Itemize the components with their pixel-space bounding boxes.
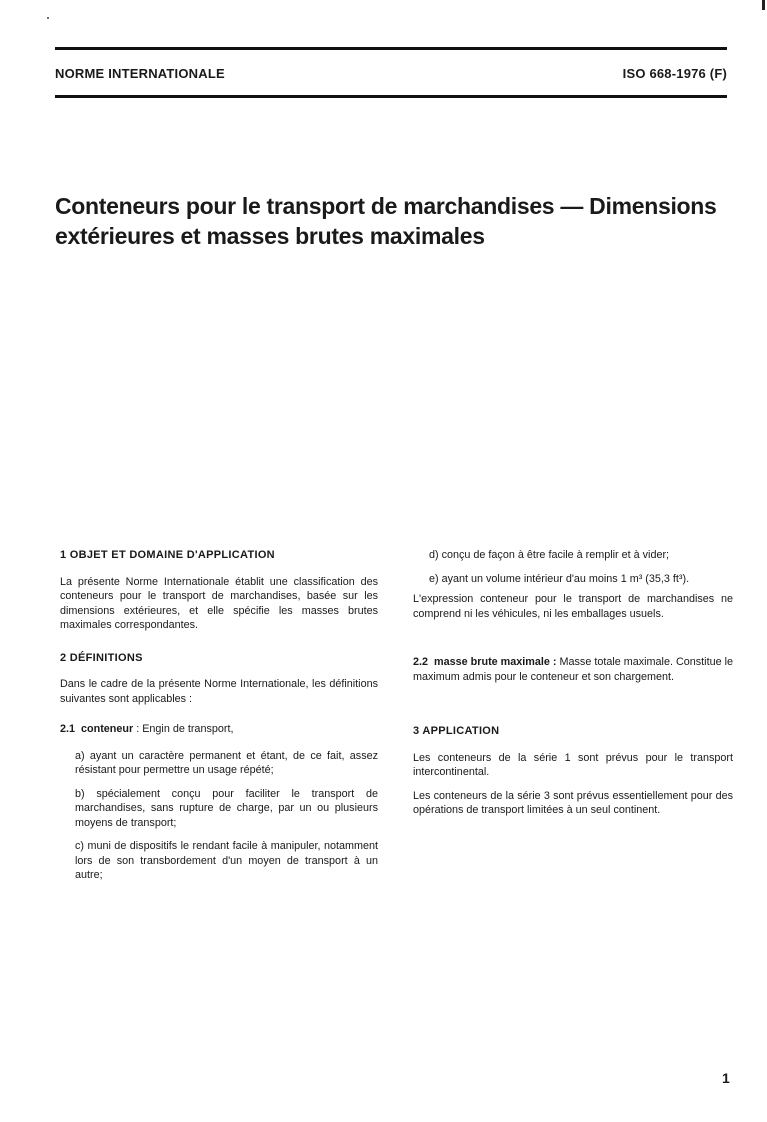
definition-item-d: d) conçu de façon à être facile à remplir et à vider; — [429, 549, 670, 561]
definition-2-2-text: Masse totale maximale. Constitue le maximum admis pour le conteneur et son chargement. — [413, 656, 733, 683]
header-standard-type: NORME INTERNATIONALE — [55, 66, 225, 81]
definition-2-1-number: 2.1 — [60, 723, 76, 735]
section-1-body: La présente Norme Internationale établit une classification des conteneurs pour le transport de marchandises, basée sur les dimensions extérieures, et elle spécifie les masses brutes maximales correspondantes. — [60, 575, 378, 631]
header-rule-bottom — [55, 95, 727, 98]
definition-item-e: e) ayant un volume intérieur d'au moins 1 m³ (35,3 ft³). — [429, 572, 690, 585]
left-column — [60, 548, 378, 883]
definition-item-c: c) muni de dispositifs le rendant facile à manipuler, notamment lors de son transbordement d'un moyen de transport à un autre; — [75, 840, 378, 881]
definition-2-1-text: : Engin de transport, — [133, 723, 234, 735]
definition-item-a: a) ayant un caractère permanent et étant, de ce fait, assez résistant pour permettre un usage répété; — [75, 749, 378, 776]
section-3-paragraph-1: Les conteneurs de la série 1 sont prévus pour le transport intercontinental. — [413, 751, 733, 778]
section-2-intro: Dans le cadre de la présente Norme Internationale, les définitions suivantes sont applicables : — [60, 678, 378, 705]
definition-2-2-number: 2.2 — [413, 656, 429, 668]
section-3-heading: 3 APPLICATION — [413, 725, 500, 737]
definition-2-1-term: conteneur — [81, 723, 134, 735]
definition-2-2-term: masse brute maximale : — [434, 656, 557, 668]
definition-note: L'expression conteneur pour le transport de marchandises ne comprend ni les véhicules, ni les emballages usuels. — [413, 593, 733, 620]
section-1-heading: 1 OBJET ET DOMAINE D'APPLICATION — [60, 549, 275, 561]
section-2-heading: 2 DÉFINITIONS — [60, 651, 143, 664]
definition-2-1 — [60, 722, 378, 737]
definition-item-b: b) spécialement conçu pour faciliter le transport de marchandises, sans rupture de charge, par un ou plusieurs moyens de transport; — [75, 787, 378, 829]
right-column — [413, 548, 733, 818]
definition-2-2 — [413, 655, 733, 684]
page-edge-mark — [762, 0, 765, 10]
document-title: Conteneurs pour le transport de marchandises — Dimensions extérieures et masses brutes maximales — [55, 193, 717, 249]
scan-speck — [47, 17, 49, 19]
header-standard-number: ISO 668-1976 (F) — [622, 66, 727, 81]
page-number: 1 — [722, 1070, 730, 1086]
section-3-paragraph-2: Les conteneurs de la série 3 sont prévus essentiellement pour des opérations de transport limitées à un seul continent. — [413, 789, 733, 816]
header-rule-top — [55, 47, 727, 50]
